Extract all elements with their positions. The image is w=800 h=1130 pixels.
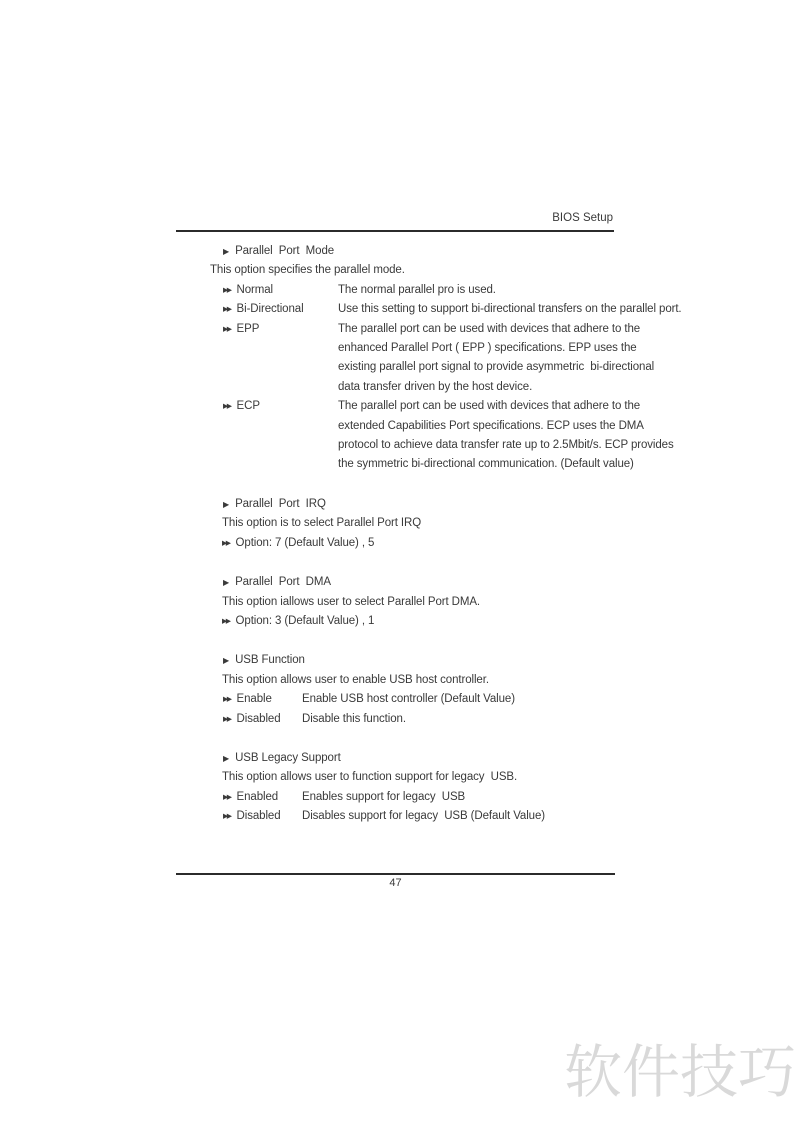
option-line: [176, 612, 613, 631]
footer-rule: [176, 873, 615, 875]
option-desc-line: The parallel port can be used with devices that adhere to the: [338, 322, 641, 335]
option-desc-cell: [338, 320, 654, 398]
option-desc-line: The normal parallel pro is used.: [338, 283, 496, 296]
option-desc-cell: [338, 300, 682, 319]
header-title: BIOS Setup: [552, 212, 613, 224]
double-arrow-icon: ▸▸: [222, 536, 230, 549]
option-desc-line: data transfer driven by the host device.: [338, 380, 533, 393]
option-desc-cell: [338, 281, 613, 300]
option-name: Enable: [236, 693, 272, 706]
double-arrow-icon: ▸▸: [223, 693, 231, 706]
option-desc-line: Disables support for legacy USB (Default Value): [302, 810, 545, 823]
page-number: 47: [389, 877, 402, 889]
header-rule: [176, 230, 614, 232]
option-name: EPP: [236, 322, 260, 335]
page-content: [176, 242, 682, 827]
option-row-disabled: [176, 710, 613, 729]
section-parallel-port-mode: [176, 242, 682, 475]
double-arrow-icon: ▸▸: [223, 322, 231, 335]
section-description: This option specifies the parallel mode.: [210, 264, 405, 277]
section-usb-function: [176, 651, 613, 729]
option-name-cell: [176, 281, 338, 300]
option-desc-cell: [302, 788, 613, 807]
option-name: ECP: [236, 400, 260, 413]
section-description: This option is to select Parallel Port IRQ: [222, 517, 422, 530]
section-title-row: [176, 495, 613, 514]
option-values: Option: 3 (Default Value) , 1: [235, 614, 375, 627]
option-desc-cell: [302, 710, 613, 729]
option-desc-line: extended Capabilities Port specifications. ECP uses the DMA: [338, 419, 644, 432]
section-parallel-port-irq: [176, 495, 613, 553]
option-desc-line: protocol to achieve data transfer rate up to 2.5Mbit/s. ECP provides: [338, 439, 674, 452]
double-arrow-icon: ▸▸: [223, 400, 231, 413]
option-desc-cell: [338, 397, 674, 475]
option-name: Bi-Directional: [236, 303, 304, 316]
option-name-cell: [176, 397, 338, 416]
option-name-cell: [176, 807, 302, 826]
option-name: Enabled: [236, 790, 279, 803]
double-arrow-icon: ▸▸: [223, 810, 231, 823]
section-title: USB Function: [235, 654, 305, 667]
option-row-normal: [176, 281, 613, 300]
triangle-right-icon: ▶: [223, 753, 230, 763]
section-title-row: [176, 651, 613, 670]
option-row-enable: [176, 690, 613, 709]
option-desc-line: enhanced Parallel Port ( EPP ) specifications. EPP uses the: [338, 342, 637, 355]
double-arrow-icon: ▸▸: [222, 614, 230, 627]
double-arrow-icon: ▸▸: [223, 712, 231, 725]
option-values: Option: 7 (Default Value) , 5: [235, 536, 375, 549]
section-description: This option iallows user to select Parallel Port DMA.: [222, 595, 481, 608]
option-desc-cell: [302, 807, 613, 826]
option-desc-line: existing parallel port signal to provide asymmetric bi-directional: [338, 361, 655, 374]
watermark-text: 软件技巧: [564, 1038, 797, 1106]
double-arrow-icon: ▸▸: [223, 790, 231, 803]
option-desc-line: Disable this function.: [302, 712, 406, 725]
triangle-right-icon: ▶: [223, 656, 230, 666]
option-name-cell: [176, 320, 338, 339]
option-desc-line: The parallel port can be used with devices that adhere to the: [338, 400, 641, 413]
section-title-row: [176, 242, 613, 261]
option-line: [176, 534, 613, 553]
option-row-disabled: [176, 807, 613, 826]
section-parallel-port-dma: [176, 573, 613, 631]
section-title: Parallel Port IRQ: [235, 497, 326, 510]
option-desc-cell: [302, 690, 613, 709]
option-row-enabled: [176, 788, 613, 807]
triangle-right-icon: ▶: [223, 578, 230, 588]
option-row-bi-directional: [176, 300, 682, 319]
option-name-cell: [176, 710, 302, 729]
option-name-cell: [176, 300, 338, 319]
option-name-cell: [176, 788, 302, 807]
triangle-right-icon: ▶: [223, 499, 230, 509]
option-row-epp: [176, 320, 655, 398]
option-name: Disabled: [236, 810, 281, 823]
double-arrow-icon: ▸▸: [223, 283, 231, 296]
section-title: USB Legacy Support: [235, 751, 341, 764]
option-name: Normal: [236, 283, 274, 296]
section-title-row: [176, 573, 613, 592]
section-usb-legacy-support: [176, 749, 613, 827]
option-name-cell: [176, 690, 302, 709]
option-row-ecp: [176, 397, 674, 475]
option-desc-line: Enable USB host controller (Default Value): [302, 693, 515, 706]
option-desc-line: Enables support for legacy USB: [302, 790, 466, 803]
section-title: Parallel Port DMA: [235, 576, 331, 589]
section-title-row: [176, 749, 613, 768]
section-description: This option allows user to enable USB host controller.: [222, 673, 489, 686]
option-desc-line: Use this setting to support bi-directional transfers on the parallel port.: [338, 303, 682, 316]
section-description: This option allows user to function support for legacy USB.: [222, 771, 518, 784]
double-arrow-icon: ▸▸: [223, 303, 231, 316]
option-name: Disabled: [236, 712, 281, 725]
section-title: Parallel Port Mode: [235, 245, 335, 257]
option-desc-line: the symmetric bi-directional communication. (Default value): [338, 458, 634, 471]
triangle-right-icon: ▶: [223, 247, 230, 256]
